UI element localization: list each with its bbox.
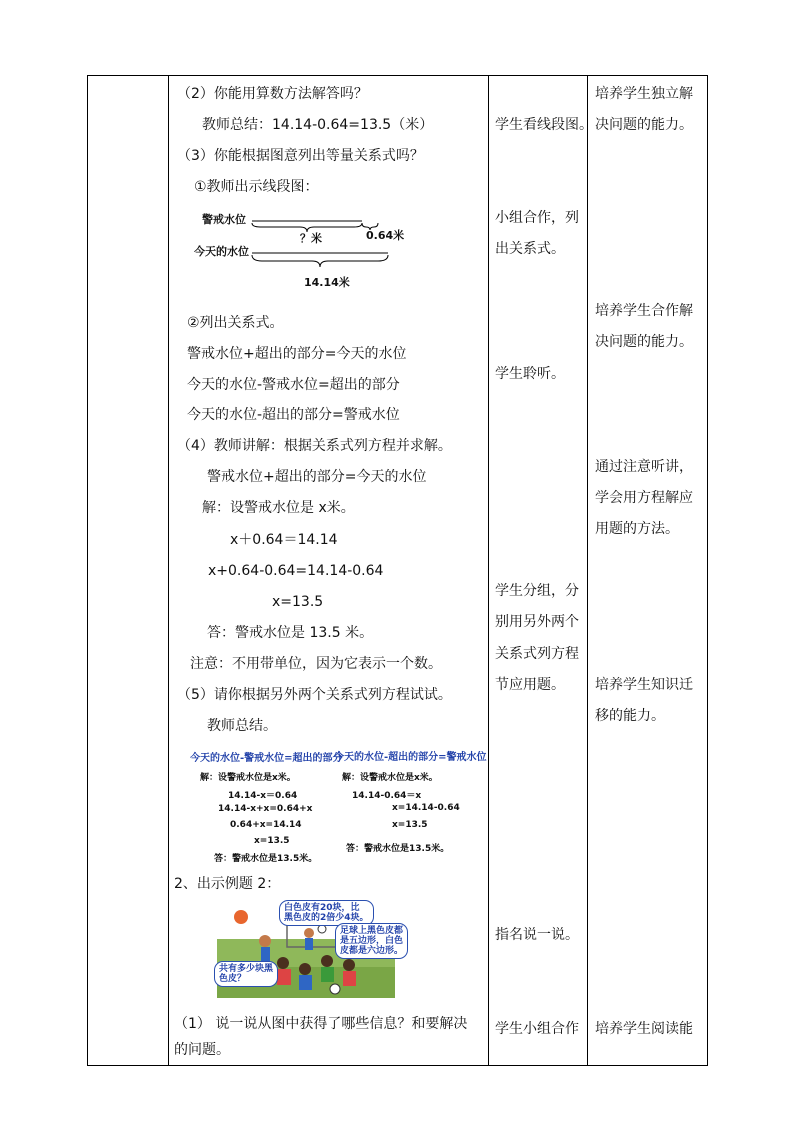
equation-3: x=13.5 [272, 594, 324, 610]
solution-b-line: x=14.14-0.64 [392, 803, 460, 813]
label-unknown: ？米 [300, 232, 322, 245]
bubble-line: 足球上黑色皮都 [340, 926, 404, 936]
goal-4: 培养学生知识迁 [595, 677, 693, 693]
solution-a-line: x=13.5 [254, 836, 290, 846]
bubble-line: 白色皮有20块，比 [284, 903, 360, 913]
solution-b-title: 今天的水位-超出的部分=警戒水位 [334, 752, 487, 763]
student-activity-2-line-2: 出关系式。 [495, 241, 565, 257]
student-activity-2-line-1: 小组合作，列 [495, 210, 579, 226]
label-excess: 0.64米 [366, 229, 405, 242]
goal-3: 用题的方法。 [595, 521, 679, 537]
solution-b-line: 答：警戒水位是13.5米。 [346, 844, 450, 854]
question-5: （5）请你根据另外两个关系式列方程试试。 [177, 687, 452, 703]
question-2: （2）你能用算数方法解答吗？ [177, 86, 368, 102]
solution-a-line: 14.14-x+x=0.64+x [218, 804, 313, 814]
equation-2: x+0.64-0.64=14.14-0.64 [208, 563, 384, 579]
relation-1: 警戒水位+超出的部分=今天的水位 [187, 346, 407, 362]
label-alert-level: 警戒水位 [202, 213, 246, 226]
step-1: ①教师出示线段图： [194, 179, 319, 195]
question-4: （4）教师讲解：根据关系式列方程并求解。 [177, 438, 452, 454]
bubble-line: 色皮？ [219, 974, 247, 984]
student-activity-4: 别用另外两个 [495, 614, 579, 630]
question-1-line-2: 的问题。 [174, 1042, 230, 1058]
solution-b-line: 14.14-0.64＝x [352, 791, 422, 801]
solution-b-line: 解：设警戒水位是x米。 [342, 773, 438, 783]
solution-b-line: x=13.5 [392, 820, 428, 830]
column-divider-1 [168, 76, 169, 1065]
student-activity-4: 学生分组，分 [495, 583, 579, 599]
answer: 答：警戒水位是 13.5 米。 [207, 625, 374, 641]
goal-1: 决问题的能力。 [595, 117, 693, 133]
student-activity-3: 学生聆听。 [495, 366, 565, 382]
goal-5: 培养学生阅读能 [595, 1021, 693, 1037]
student-activity-5: 指名说一说。 [495, 927, 579, 943]
line-segment-diagram [190, 205, 410, 293]
goal-3: 通过注意听讲， [595, 459, 693, 475]
teacher-summary: 教师总结：14.14-0.64=13.5（米） [202, 117, 434, 133]
bubble-line: 皮都是六边形。 [340, 946, 404, 956]
teacher-summary-2: 教师总结。 [207, 718, 277, 734]
step-2: ②列出关系式。 [187, 315, 284, 331]
label-today-level: 今天的水位 [194, 245, 249, 258]
solution-a-line: 0.64+x=14.14 [230, 820, 302, 830]
solve-setup: 解：设警戒水位是 x米。 [202, 500, 355, 516]
bubble-line: 共有多少块黑 [219, 964, 274, 974]
goal-2: 决问题的能力。 [595, 334, 693, 350]
relation-3: 今天的水位-超出的部分=警戒水位 [187, 407, 400, 423]
bubble-line: 黑色皮的2倍少4块。 [284, 913, 369, 923]
speech-bubble-question [214, 961, 278, 987]
student-activity-6: 学生小组合作 [495, 1021, 579, 1037]
bubble-line: 是五边形，白色 [340, 936, 404, 946]
speech-bubble-shapes [335, 923, 408, 959]
student-activity-4: 关系式列方程 [495, 646, 579, 662]
goal-1: 培养学生独立解 [595, 86, 693, 102]
solution-a-line: 解：设警戒水位是x米。 [200, 773, 296, 783]
student-activity-1: 学生看线段图。 [495, 117, 593, 133]
label-total: 14.14米 [304, 276, 350, 289]
equation-relation: 警戒水位+超出的部分=今天的水位 [207, 469, 427, 485]
solution-a-line: 14.14-x＝0.64 [228, 791, 298, 801]
relation-2: 今天的水位-警戒水位=超出的部分 [187, 377, 400, 393]
goal-2: 培养学生合作解 [595, 303, 693, 319]
solution-a-line: 答：警戒水位是13.5米。 [214, 854, 318, 864]
equation-1: x＋0.64＝14.14 [230, 532, 338, 548]
column-divider-3 [587, 76, 588, 1065]
note: 注意：不用带单位，因为它表示一个数。 [190, 656, 442, 672]
column-divider-2 [488, 76, 489, 1065]
solution-a-title: 今天的水位-警戒水位=超出的部分 [190, 753, 343, 764]
question-3: （3）你能根据图意列出等量关系式吗？ [177, 148, 424, 164]
goal-4: 移的能力。 [595, 708, 665, 724]
question-1-line-1: （1） 说一说从图中获得了哪些信息？和要解决 [174, 1016, 468, 1032]
student-activity-4: 节应用题。 [495, 677, 565, 693]
football-illustration [217, 899, 404, 998]
goal-3: 学会用方程解应 [595, 490, 693, 506]
example-2-heading: 2、出示例题 2： [174, 876, 281, 892]
